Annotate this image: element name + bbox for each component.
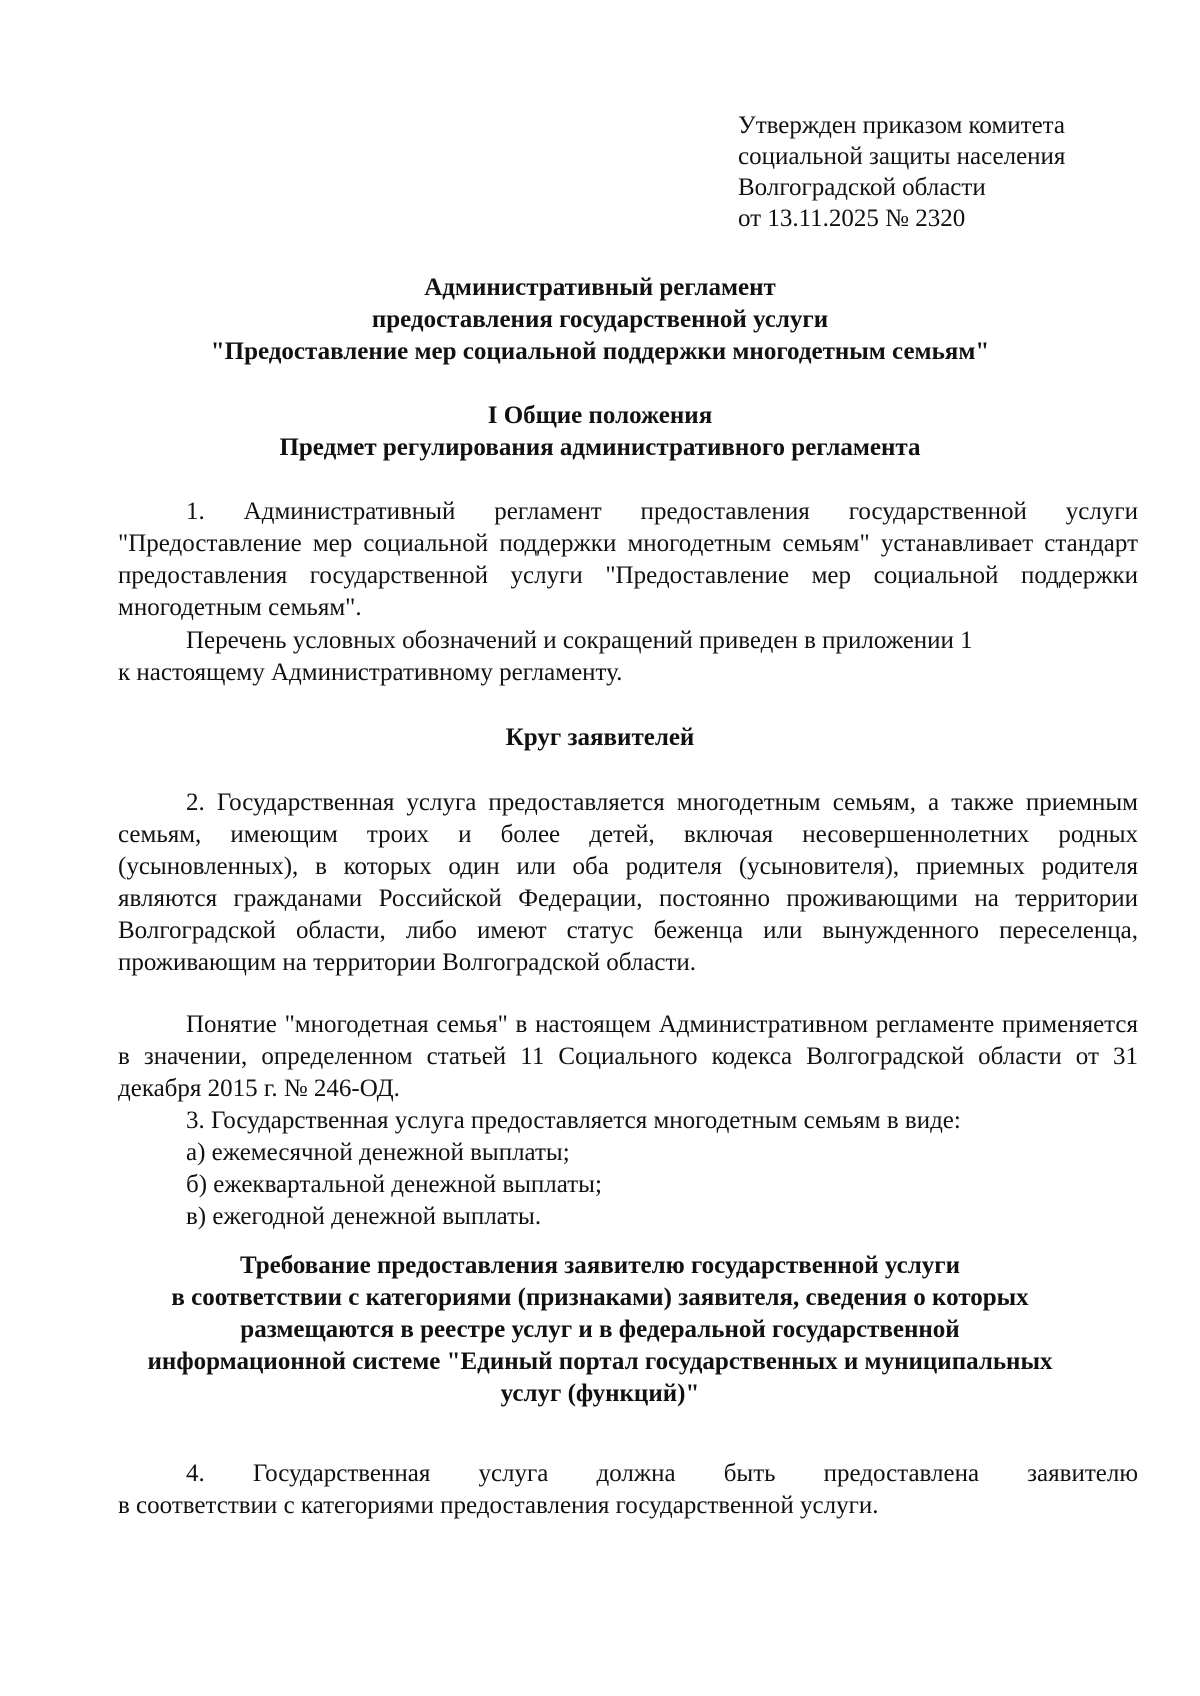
approval-line-3: Волгоградской области: [738, 174, 986, 201]
paragraph-1b-line-1: Перечень условных обозначений и сокращений приведен в приложении 1: [186, 627, 973, 654]
document-title: [100, 272, 1100, 368]
section-1-heading-line-2: Предмет регулирования административного регламента: [279, 434, 921, 461]
section-3-heading-line-2: в соответствии с категориями (признаками) заявителя, сведения о которых: [171, 1284, 1029, 1311]
section-2-heading-text: Круг заявителей: [505, 724, 695, 751]
approval-line-1: Утвержден приказом комитета: [738, 112, 1065, 139]
paragraph-2: 2. Государственная услуга предоставляется многодетным семьям, а также приемным семьям, имеющим троих и более детей, включая несовершеннолетних родных (усыновленных), в которых один или оба родителя (усыновителя), приемных родителя являются гражданами Российской Федерации, постоянно проживающими на территории Волгоградской области, либо имеют статус беженца или вынужденного переселенца, проживающим на территории Волгоградской области.: [118, 789, 1138, 976]
list-item-b: б) ежеквартальной денежной выплаты;: [186, 1171, 602, 1198]
paragraph-2b: Понятие "многодетная семья" в настоящем Административном регламенте применяется в значении, определенном статьей 11 Социального кодекса Волгоградской области от 31 декабря 2015 г. № 246-ОД.: [118, 1011, 1138, 1102]
section-3-heading-line-1: Требование предоставления заявителю государственной услуги: [240, 1252, 960, 1279]
section-2-heading: [100, 722, 1100, 754]
section-3-heading-line-5: услуг (функций)": [500, 1380, 700, 1407]
section-3-heading: [100, 1250, 1100, 1410]
paragraph-4-line-2: в соответствии с категориями предоставления государственной услуги.: [118, 1492, 879, 1519]
title-line-2: предоставления государственной услуги: [371, 306, 829, 333]
title-line-3: "Предоставление мер социальной поддержки многодетным семьям": [210, 338, 990, 365]
section-3-heading-line-4: информационной системе "Единый портал государственных и муниципальных: [147, 1348, 1053, 1375]
approval-line-4: от 13.11.2025 № 2320: [738, 205, 966, 232]
list-item-a: а) ежемесячной денежной выплаты;: [186, 1139, 570, 1166]
section-1-heading: [100, 400, 1100, 464]
approval-stamp: [738, 110, 1158, 234]
paragraph-1b-line-2: к настоящему Административному регламенту.: [118, 659, 623, 686]
title-line-1: Административный регламент: [424, 274, 776, 301]
section-3-heading-line-3: размещаются в реестре услуг и в федеральной государственной: [240, 1316, 960, 1343]
list-item-c: в) ежегодной денежной выплаты.: [186, 1203, 542, 1230]
approval-line-2: социальной защиты населения: [738, 143, 1066, 170]
section-1-heading-line-1: I Общие положения: [487, 402, 713, 429]
paragraph-1: 1. Административный регламент предоставления государственной услуги "Предоставление мер социальной поддержки многодетным семьям" устанавливает стандарт предоставления государственной услуги "Предоставление мер социальной поддержки многодетным семьям".: [118, 498, 1138, 621]
paragraph-4-line-1: 4. Государственная услуга должна быть предоставлена заявителю: [186, 1460, 1138, 1487]
paragraph-3: 3. Государственная услуга предоставляется многодетным семьям в виде:: [186, 1107, 961, 1134]
